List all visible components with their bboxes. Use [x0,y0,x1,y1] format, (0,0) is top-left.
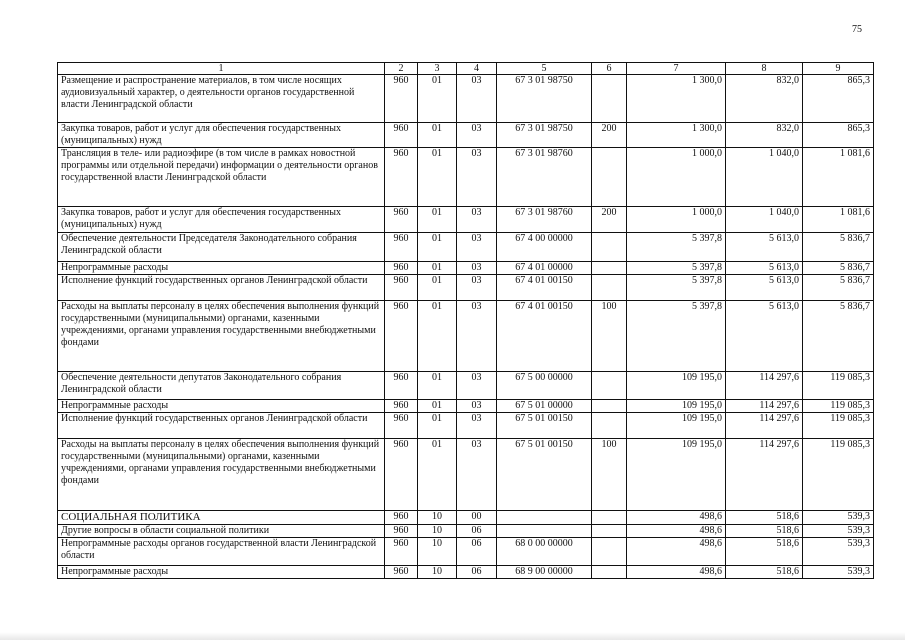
amount-col7-cell: 1 300,0 [627,123,726,148]
header-cell: 1 [58,63,385,75]
amount-col7-cell: 498,6 [627,566,726,579]
subsection-code-cell: 03 [457,372,497,400]
table-row [58,233,874,262]
target-article-cell: 68 0 00 00000 [497,538,592,566]
ministry-code-cell: 960 [385,566,418,579]
expense-type-cell [592,233,627,262]
amount-col9-cell: 539,3 [803,566,874,579]
subsection-code-cell: 06 [457,525,497,538]
amount-col9-cell: 5 836,7 [803,275,874,301]
section-code-cell: 01 [418,400,457,413]
amount-col9-cell: 5 836,7 [803,233,874,262]
subsection-code-cell: 06 [457,538,497,566]
header-cell: 3 [418,63,457,75]
amount-col8-cell: 518,6 [726,511,803,525]
subsection-code-cell: 06 [457,566,497,579]
target-article-cell: 68 9 00 00000 [497,566,592,579]
subsection-code-cell: 03 [457,207,497,233]
amount-col8-cell: 114 297,6 [726,400,803,413]
amount-col9-cell: 5 836,7 [803,262,874,275]
amount-col7-cell: 1 000,0 [627,207,726,233]
row-name-cell: Непрограммные расходы органов государственной власти Ленинградской области [58,538,385,566]
target-article-cell: 67 4 00 00000 [497,233,592,262]
section-code-cell: 01 [418,233,457,262]
row-name-cell: Расходы на выплаты персоналу в целях обеспечения выполнения функций государственными (муниципальными) органами, казенными учреждениями, органами управления государственными внебюджетными фондами [58,439,385,511]
section-code-cell: 01 [418,413,457,439]
subsection-code-cell: 03 [457,123,497,148]
section-code-cell: 10 [418,511,457,525]
subsection-code-cell: 00 [457,511,497,525]
amount-col8-cell: 5 613,0 [726,275,803,301]
expense-type-cell [592,75,627,123]
table-row [58,525,874,538]
row-name-cell: Обеспечение деятельности депутатов Законодательного собрания Ленинградской области [58,372,385,400]
amount-col8-cell: 518,6 [726,525,803,538]
row-name-cell: Обеспечение деятельности Председателя Законодательного собрания Ленинградской области [58,233,385,262]
ministry-code-cell: 960 [385,207,418,233]
target-article-cell: 67 3 01 98760 [497,207,592,233]
row-name-cell: Непрограммные расходы [58,262,385,275]
section-code-cell: 01 [418,439,457,511]
section-code-cell: 01 [418,148,457,207]
ministry-code-cell: 960 [385,75,418,123]
amount-col8-cell: 5 613,0 [726,301,803,372]
row-name-cell: Непрограммные расходы [58,566,385,579]
section-code-cell: 10 [418,538,457,566]
expense-type-cell [592,538,627,566]
row-name-cell: Расходы на выплаты персоналу в целях обеспечения выполнения функций государственными (муниципальными) органами, казенными учреждениями, органами управления государственными внебюджетными фондами [58,301,385,372]
amount-col7-cell: 109 195,0 [627,439,726,511]
expense-type-cell: 200 [592,123,627,148]
budget-table [57,62,874,579]
amount-col7-cell: 498,6 [627,538,726,566]
expense-type-cell [592,566,627,579]
subsection-code-cell: 03 [457,262,497,275]
subsection-code-cell: 03 [457,233,497,262]
header-cell: 8 [726,63,803,75]
amount-col8-cell: 832,0 [726,75,803,123]
target-article-cell: 67 3 01 98760 [497,148,592,207]
amount-col8-cell: 832,0 [726,123,803,148]
ministry-code-cell: 960 [385,372,418,400]
ministry-code-cell: 960 [385,148,418,207]
subsection-code-cell: 03 [457,75,497,123]
amount-col9-cell: 119 085,3 [803,372,874,400]
section-code-cell: 01 [418,207,457,233]
amount-col9-cell: 1 081,6 [803,148,874,207]
table-row [58,538,874,566]
subsection-code-cell: 03 [457,400,497,413]
amount-col7-cell: 109 195,0 [627,400,726,413]
row-name-cell: Другие вопросы в области социальной политики [58,525,385,538]
ministry-code-cell: 960 [385,439,418,511]
target-article-cell [497,511,592,525]
amount-col7-cell: 5 397,8 [627,262,726,275]
target-article-cell [497,525,592,538]
expense-type-cell [592,400,627,413]
expense-type-cell [592,372,627,400]
table-row [58,301,874,372]
target-article-cell: 67 5 01 00000 [497,400,592,413]
amount-col7-cell: 5 397,8 [627,301,726,372]
expense-type-cell [592,511,627,525]
header-cell: 6 [592,63,627,75]
row-name-cell: СОЦИАЛЬНАЯ ПОЛИТИКА [58,511,385,525]
ministry-code-cell: 960 [385,233,418,262]
amount-col8-cell: 5 613,0 [726,233,803,262]
subsection-code-cell: 03 [457,148,497,207]
header-cell: 2 [385,63,418,75]
table-row [58,372,874,400]
amount-col7-cell: 109 195,0 [627,413,726,439]
amount-col8-cell: 1 040,0 [726,148,803,207]
subsection-code-cell: 03 [457,413,497,439]
row-name-cell: Исполнение функций государственных органов Ленинградской области [58,413,385,439]
amount-col9-cell: 539,3 [803,511,874,525]
header-cell: 4 [457,63,497,75]
ministry-code-cell: 960 [385,275,418,301]
target-article-cell: 67 4 01 00000 [497,262,592,275]
expense-type-cell: 100 [592,439,627,511]
section-code-cell: 01 [418,262,457,275]
row-name-cell: Исполнение функций государственных органов Ленинградской области [58,275,385,301]
amount-col9-cell: 5 836,7 [803,301,874,372]
subsection-code-cell: 03 [457,439,497,511]
row-name-cell: Закупка товаров, работ и услуг для обеспечения государственных (муниципальных) нужд [58,207,385,233]
ministry-code-cell: 960 [385,123,418,148]
amount-col9-cell: 1 081,6 [803,207,874,233]
table-row [58,511,874,525]
amount-col7-cell: 1 300,0 [627,75,726,123]
target-article-cell: 67 5 01 00150 [497,439,592,511]
expense-type-cell [592,262,627,275]
amount-col8-cell: 114 297,6 [726,372,803,400]
row-name-cell: Закупка товаров, работ и услуг для обеспечения государственных (муниципальных) нужд [58,123,385,148]
target-article-cell: 67 4 01 00150 [497,275,592,301]
amount-col7-cell: 1 000,0 [627,148,726,207]
expense-type-cell [592,275,627,301]
amount-col9-cell: 865,3 [803,75,874,123]
subsection-code-cell: 03 [457,275,497,301]
target-article-cell: 67 3 01 98750 [497,123,592,148]
table-row [58,148,874,207]
ministry-code-cell: 960 [385,525,418,538]
page-number: 75 [852,24,862,35]
table-row [58,413,874,439]
amount-col7-cell: 5 397,8 [627,233,726,262]
row-name-cell: Непрограммные расходы [58,400,385,413]
amount-col9-cell: 539,3 [803,525,874,538]
amount-col7-cell: 498,6 [627,525,726,538]
target-article-cell: 67 3 01 98750 [497,75,592,123]
target-article-cell: 67 4 01 00150 [497,301,592,372]
ministry-code-cell: 960 [385,400,418,413]
table-row [58,262,874,275]
section-code-cell: 01 [418,372,457,400]
ministry-code-cell: 960 [385,413,418,439]
amount-col8-cell: 518,6 [726,538,803,566]
amount-col8-cell: 114 297,6 [726,439,803,511]
target-article-cell: 67 5 01 00150 [497,413,592,439]
expense-type-cell [592,413,627,439]
ministry-code-cell: 960 [385,511,418,525]
section-code-cell: 10 [418,566,457,579]
header-cell: 7 [627,63,726,75]
expense-type-cell [592,525,627,538]
ministry-code-cell: 960 [385,301,418,372]
section-code-cell: 01 [418,301,457,372]
section-code-cell: 01 [418,275,457,301]
section-code-cell: 10 [418,525,457,538]
amount-col7-cell: 5 397,8 [627,275,726,301]
subsection-code-cell: 03 [457,301,497,372]
ministry-code-cell: 960 [385,262,418,275]
amount-col8-cell: 518,6 [726,566,803,579]
amount-col9-cell: 539,3 [803,538,874,566]
amount-col7-cell: 498,6 [627,511,726,525]
row-name-cell: Трансляция в теле- или радиоэфире (в том числе в рамках новостной программы или отдельной передачи) информации о деятельности органов государственной власти Ленинградской области [58,148,385,207]
table-row [58,75,874,123]
amount-col9-cell: 119 085,3 [803,400,874,413]
amount-col8-cell: 1 040,0 [726,207,803,233]
target-article-cell: 67 5 00 00000 [497,372,592,400]
ministry-code-cell: 960 [385,538,418,566]
amount-col7-cell: 109 195,0 [627,372,726,400]
amount-col9-cell: 865,3 [803,123,874,148]
scan-edge-shadow [0,632,905,640]
row-name-cell: Размещение и распространение материалов, в том числе носящих аудиовизуальный характер, о деятельности органов государственной власти Ленинградской области [58,75,385,123]
header-cell: 5 [497,63,592,75]
table-row [58,275,874,301]
table-row [58,400,874,413]
amount-col8-cell: 5 613,0 [726,262,803,275]
table-row [58,439,874,511]
table-body [58,75,874,579]
section-code-cell: 01 [418,123,457,148]
expense-type-cell: 100 [592,301,627,372]
expense-type-cell: 200 [592,207,627,233]
header-cell: 9 [803,63,874,75]
table-row [58,123,874,148]
header-row [58,63,874,75]
amount-col8-cell: 114 297,6 [726,413,803,439]
amount-col9-cell: 119 085,3 [803,413,874,439]
expense-type-cell [592,148,627,207]
amount-col9-cell: 119 085,3 [803,439,874,511]
table-row [58,566,874,579]
section-code-cell: 01 [418,75,457,123]
table-row [58,207,874,233]
